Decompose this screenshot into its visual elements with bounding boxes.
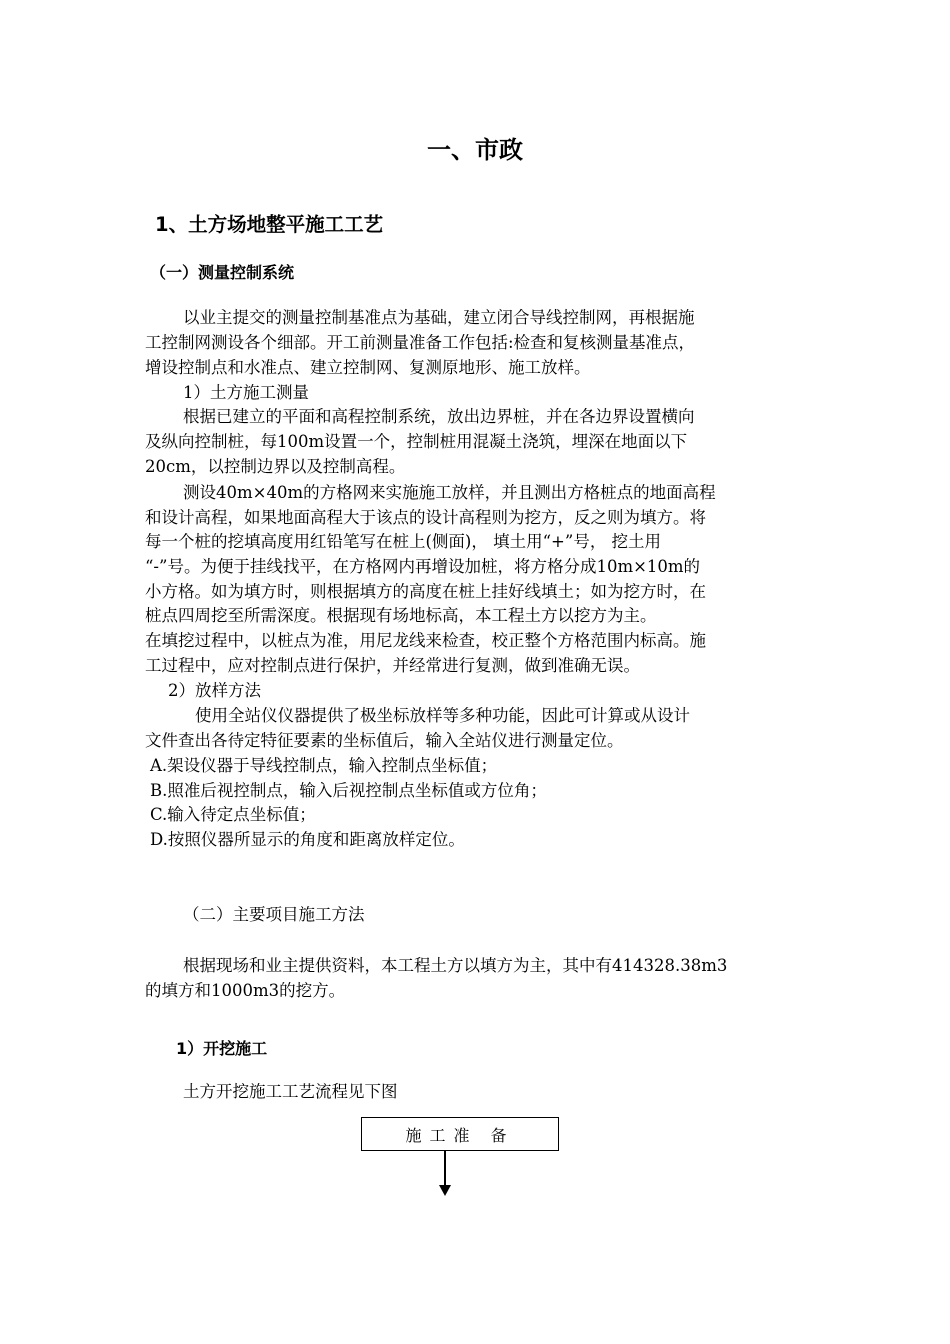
list-item: A.架设仪器于导线控制点，输入控制点坐标值； [150, 756, 498, 775]
text-line: 在填挖过程中，以桩点为准，用尼龙线来检查，校正整个方格范围内标高。施 [145, 631, 706, 650]
section-heading: 1、土方场地整平施工工艺 [155, 213, 384, 236]
text-line: 每一个桩的挖填高度用红铅笔写在桩上(侧面)， 填土用“+”号， 挖土用 [145, 532, 662, 551]
text-line: 和设计高程，如果地面高程大于该点的设计高程则为挖方，反之则为填方。将 [145, 508, 706, 527]
list-item: C.输入待定点坐标值； [150, 805, 316, 824]
text-line: 工过程中，应对控制点进行保护，并经常进行复测，做到准确无误。 [145, 656, 640, 675]
list-item: B.照准后视控制点，输入后视控制点坐标值或方位角； [150, 781, 547, 800]
text-line: “-”号。为便于挂线找平，在方格网内再增设加桩，将方格分成10m×10m的 [145, 557, 701, 576]
flow-arrow-line [444, 1151, 446, 1187]
text-line: 工控制网测设各个细部。开工前测量准备工作包括:检查和复核测量基准点， [145, 333, 696, 352]
text-line: 小方格。如为填方时，则根据填方的高度在桩上挂好线填土；如为挖方时，在 [145, 582, 706, 601]
text-line: 的填方和1000m3的挖方。 [145, 981, 346, 1000]
text-line: 20cm，以控制边界以及控制高程。 [145, 457, 406, 476]
item-heading: 2）放样方法 [168, 681, 261, 700]
text-line: 根据已建立的平面和高程控制系统，放出边界桩，并在各边界设置横向 [183, 407, 695, 426]
text-line: 以业主提交的测量控制基准点为基础，建立闭合导线控制网，再根据施 [183, 308, 695, 327]
text-line: 根据现场和业主提供资料，本工程土方以填方为主，其中有414328.38m3 [183, 956, 728, 975]
item-heading: 1）土方施工测量 [183, 383, 309, 402]
paragraph: 土方开挖施工工艺流程见下图 [183, 1082, 398, 1101]
text-line: 桩点四周挖至所需深度。根据现有场地标高，本工程土方以挖方为主。 [145, 606, 657, 625]
flow-box-construction-prep: 施工准 备 [361, 1117, 559, 1151]
text-line: 文件查出各待定特征要素的坐标值后，输入全站仪进行测量定位。 [145, 731, 624, 750]
item-heading: 1）开挖施工 [176, 1039, 268, 1058]
subsection-heading: （一）测量控制系统 [150, 263, 295, 282]
text-line: 增设控制点和水准点、建立控制网、复测原地形、施工放样。 [145, 358, 591, 377]
subsection-heading: （二）主要项目施工方法 [183, 905, 365, 924]
text-line: 测设40m×40m的方格网来实施施工放样，并且测出方格桩点的地面高程 [183, 483, 716, 502]
flow-arrow-head-icon [439, 1185, 451, 1196]
text-line: 使用全站仪仪器提供了极坐标放样等多种功能，因此可计算或从设计 [195, 706, 690, 725]
list-item: D.按照仪器所显示的角度和距离放样定位。 [150, 830, 465, 849]
text-line: 及纵向控制桩，每100m设置一个，控制桩用混凝土浇筑，埋深在地面以下 [145, 432, 688, 451]
page-title: 一、市政 [427, 136, 523, 164]
